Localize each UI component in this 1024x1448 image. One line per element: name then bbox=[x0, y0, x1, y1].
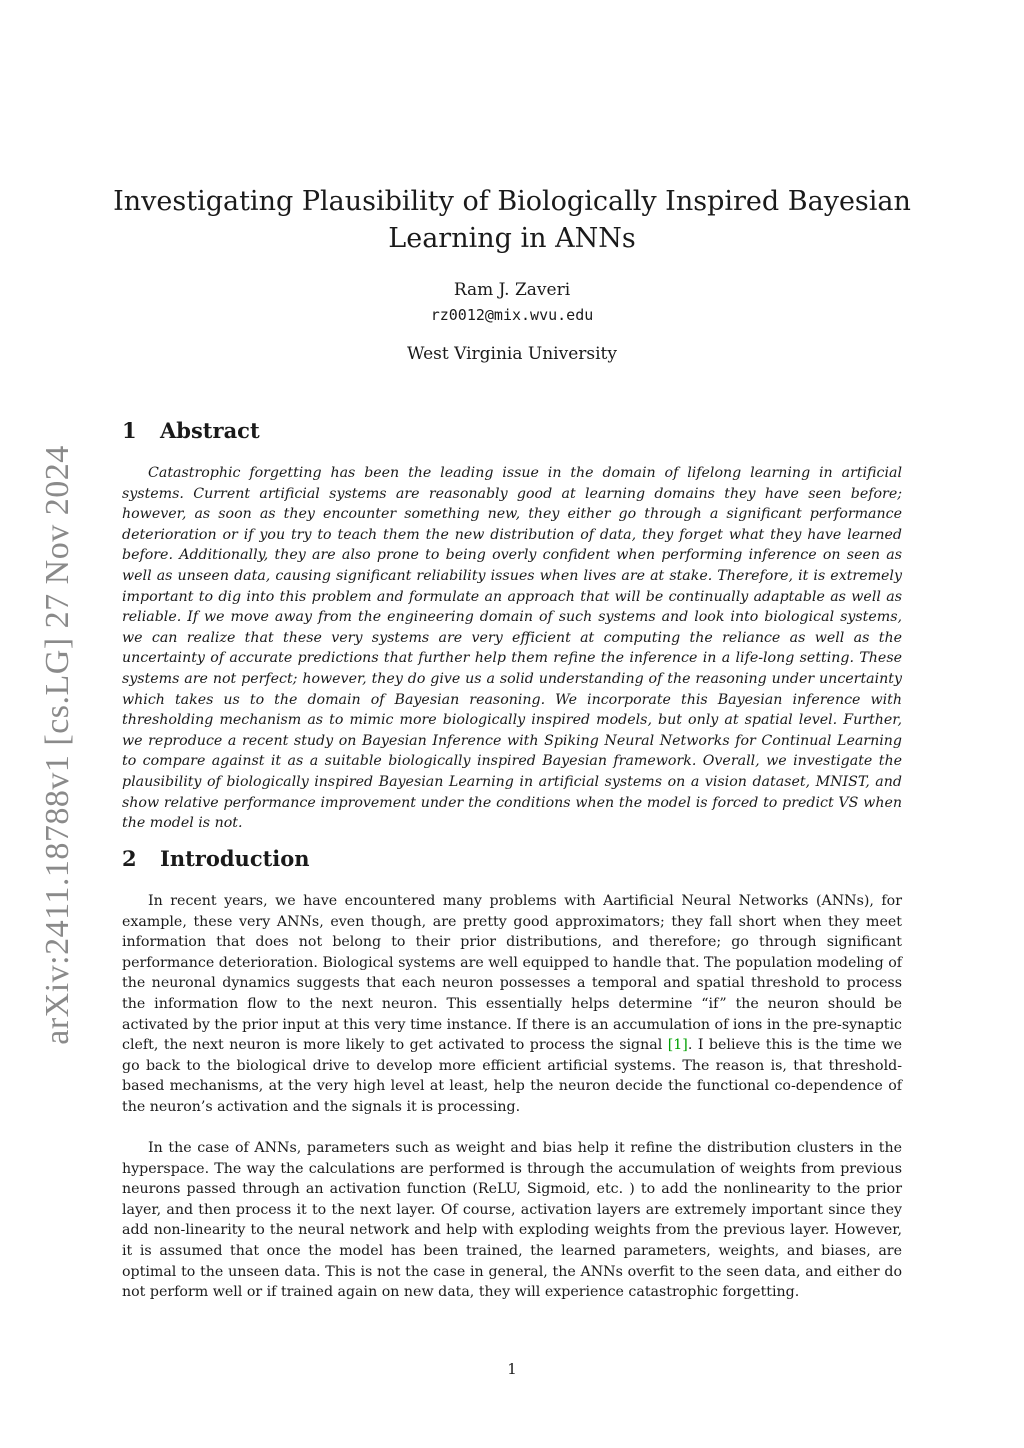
author-affiliation: West Virginia University bbox=[407, 344, 617, 364]
intro-paragraph-1-text-a: In recent years, we have encountered many problems with Aartificial Neural Networks (ANNs), for example, these very ANNs, even though, are pretty good approximators; they fall short when they meet information that does not belong to their prior distributions, and therefore; go through significant performance deterioration. Biological systems are well equipped to handle that. The population modeling of the neuronal dynamics suggests that each neuron possesses a temporal and spatial threshold to process the information flow to the next neuron. This essentially helps determine “if” the neuron should be activated by the prior input at this very time instance. If there is an accumulation of ions in the pre-synaptic cleft, the next neuron is more likely to get activated to process the signal bbox=[122, 893, 902, 1054]
abstract-paragraph: Catastrophic forgetting has been the leading issue in the domain of lifelong learning in artificial systems. Current artificial systems are reasonably good at learning domains they have seen before; however, as soon as they encounter something new, they either go through a significant performance deterioration or if you try to teach them the new distribution of data, they forget what they have learned before. Additionally, they are also prone to being overly confident when performing inference on seen as well as unseen data, causing significant reliability issues when lives are at stake. Therefore, it is extremely important to dig into this problem and formulate an approach that will be continually adaptable as well as reliable. If we move away from the engineering domain of such systems and look into biological systems, we can realize that these very systems are very efficient at computing the reliance as well as the uncertainty of accurate predictions that further help them refine the inference in a life-long setting. These systems are not perfect; however, they do give us a solid understanding of the reasoning under uncertainty which takes us to the domain of Bayesian reasoning. We incorporate this Bayesian inference with thresholding mechanism as to mimic more biologically inspired models, but only at spatial level. Further, we reproduce a recent study on Bayesian Inference with Spiking Neural Networks for Continual Learning to compare against it as a suitable biologically inspired Bayesian framework. Overall, we investigate the plausibility of biologically inspired Bayesian Learning in artificial systems on a vision dataset, MNIST, and show relative performance improvement under the conditions when the model is forced to predict VS when the model is not. bbox=[122, 465, 902, 832]
section-number: 2 bbox=[122, 846, 137, 871]
section-title: Abstract bbox=[160, 418, 260, 443]
author-email: rz0012@mix.wvu.edu bbox=[430, 306, 594, 324]
section-title: Introduction bbox=[160, 846, 310, 871]
section-heading-introduction bbox=[122, 846, 310, 871]
section-number: 1 bbox=[122, 418, 137, 443]
paper-title: Investigating Plausibility of Biologically Inspired Bayesian Learning in ANNs bbox=[113, 186, 911, 254]
intro-paragraph-2: In the case of ANNs, parameters such as weight and bias help it refine the distribution clusters in the hyperspace. The way the calculations are performed is through the accumulation of weights from previous neurons passed through an activation function (ReLU, Sigmoid, etc. ) to add the nonlinearity to the prior layer, and then process it to the next layer. Of course, activation layers are extremely important since they add non-linearity to the neural network and help with exploding weights from the previous layer. However, it is assumed that once the model has been trained, the learned parameters, weights, and biases, are optimal to the unseen data. This is not the case in general, the ANNs overfit to the seen data, and either do not perform well or if trained again on new data, they will experience catastrophic forgetting. bbox=[122, 1140, 902, 1301]
author-name: Ram J. Zaveri bbox=[453, 280, 571, 300]
section-heading-abstract bbox=[122, 418, 260, 443]
arxiv-identifier-stamp: arXiv:2411.18788v1 [cs.LG] 27 Nov 2024 bbox=[39, 445, 76, 1045]
intro-paragraph-1 bbox=[122, 891, 902, 1118]
intro-paragraph-1-text-b: . I believe this is the time we go back to the biological drive to develop more efficient artificial systems. The reason is, that threshold-based mechanisms, at the very high level at least, help the neuron decide the functional co-dependence of the neuron’s activation and the signals it is processing. bbox=[122, 1037, 902, 1115]
citation-link[interactable]: [1] bbox=[667, 1037, 688, 1054]
page-number: 1 bbox=[507, 1360, 517, 1378]
